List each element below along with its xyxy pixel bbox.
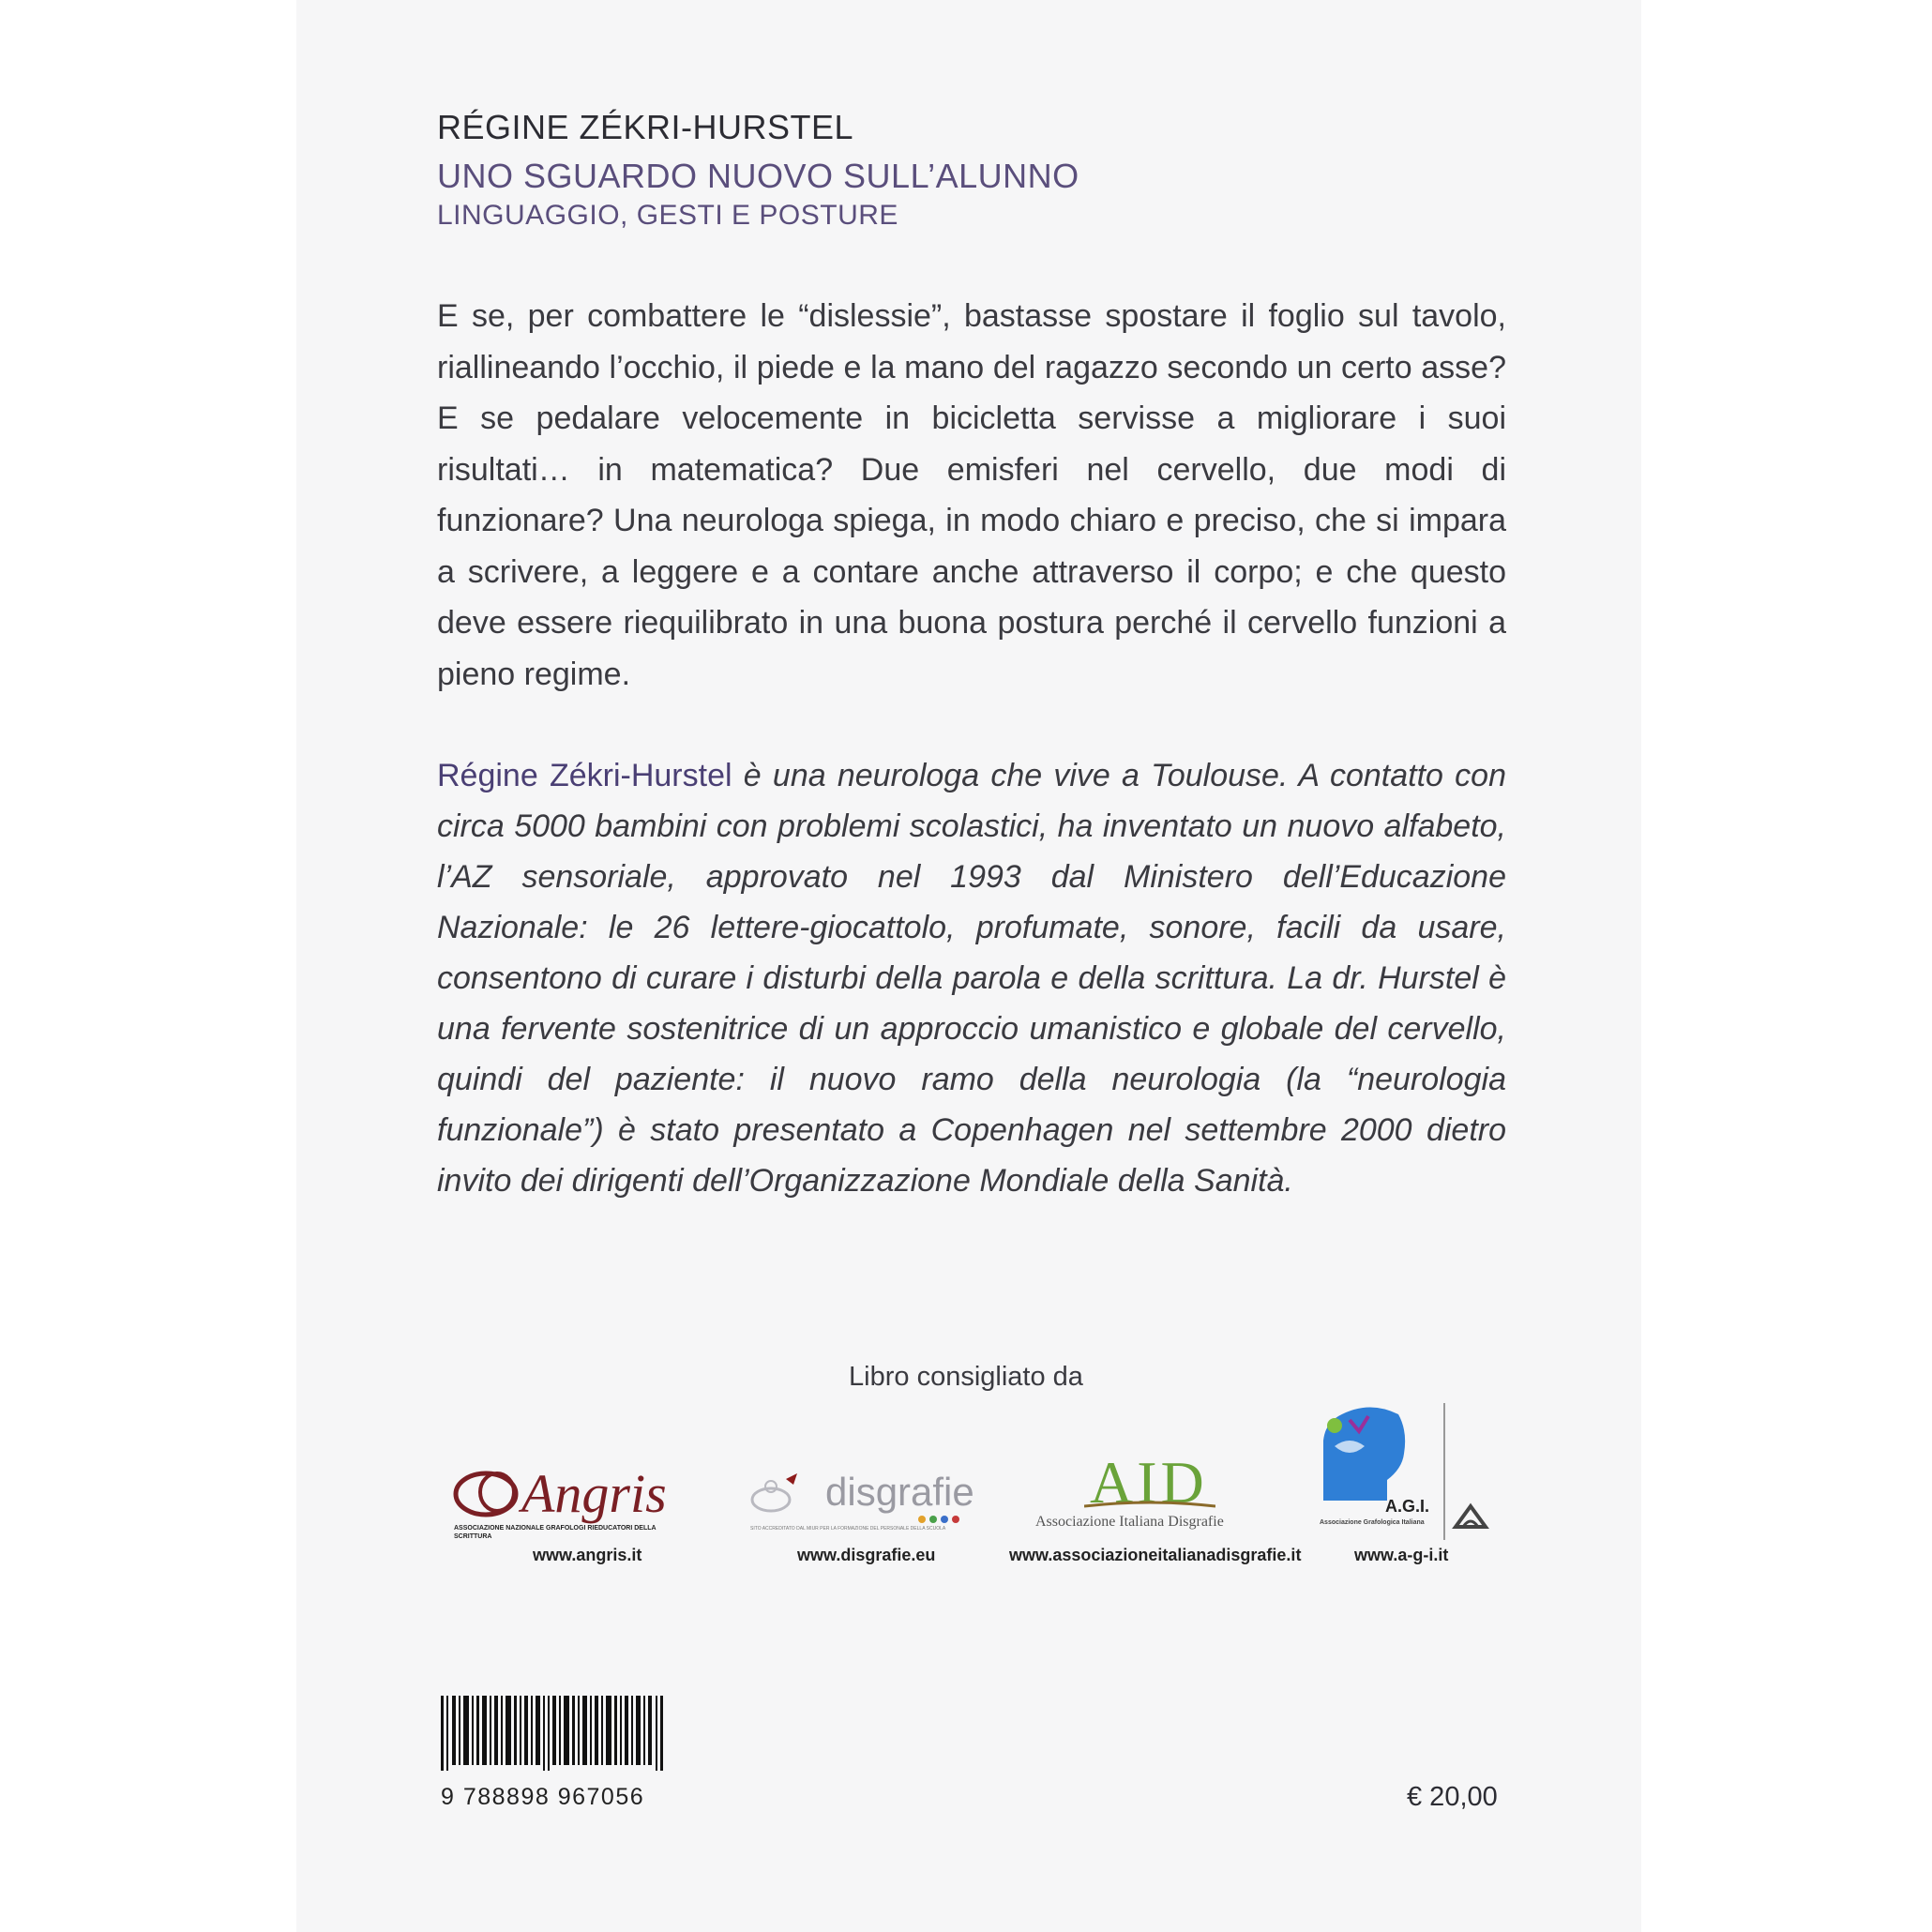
- disgrafie-logo: [750, 1468, 974, 1533]
- recommended-by-label: Libro consigliato da: [849, 1362, 1083, 1392]
- agi-tagline: Associazione Grafologica Italiana: [1320, 1519, 1425, 1526]
- angris-tagline: ASSOCIAZIONE NAZIONALE GRAFOLOGI RIEDUCATORI DELLA SCRITTURA: [454, 1525, 657, 1540]
- barcode-icon: [441, 1696, 664, 1771]
- agi-url: www.a-g-i.it: [1354, 1546, 1449, 1564]
- angris-url: www.angris.it: [533, 1546, 642, 1564]
- aid-url: www.associazioneitalianadisgrafie.it: [1009, 1546, 1302, 1564]
- book-header: [437, 105, 1506, 233]
- disgrafie-url: www.disgrafie.eu: [797, 1546, 936, 1564]
- blurb-paragraph: E se, per combattere le “dislessie”, bastasse spostare il foglio sul tavolo, riallineando l’occhio, il piede e la mano del ragazzo secondo un certo asse? E se pedalare velocemente in bicicletta servisse a migliorare i suoi risultati… in matematica? Due emisferi nel cervello, due modi di funzionare? Una neurologa spiega, in modo chiaro e preciso, che si impara a scrivere, a leggere e a contare anche attraverso il corpo; e che questo deve essere riequilibrato in una buona postura perché il cervello funzioni a pieno regime.: [437, 298, 1506, 692]
- author-name: RÉGINE ZÉKRI-HURSTEL: [437, 108, 854, 146]
- disgrafie-dots-icon: [917, 1515, 962, 1524]
- disgrafie-tagline: SITO ACCREDITATO DAL MIUR PER LA FORMAZIONE DEL PERSONALE DELLA SCUOLA: [750, 1526, 946, 1532]
- agi-head-icon: [1321, 1403, 1425, 1504]
- author-bio: [437, 750, 1506, 1206]
- agi-mark-icon: [1452, 1502, 1489, 1531]
- disgrafie-wordmark: disgrafie: [825, 1470, 974, 1514]
- bio-text: è una neurologa che vive a Toulouse. A contatto con circa 5000 bambini con problemi scolastici, ha inventato un nuovo alfabeto, l’AZ sensoriale, approvato nel 1993 dal Ministero dell’Educazione Nazionale: le 26 lettere-giocattolo, profumate, sonore, facili da usare, consentono di curare i disturbi della parola e della scrittura. La dr. Hurstel è una fervente sostenitrice di un approccio umanistico e globale del cervello, quindi del paziente: il nuovo ramo della neurologia (la “neurologia funzionale”) è stato presentato a Copenhagen nel settembre 2000 dietro invito dei dirigenti dell’Organizzazione Mondiale della Sanità.: [437, 758, 1507, 1199]
- agi-logo: [1318, 1399, 1491, 1540]
- book-title: UNO SGUARDO NUOVO SULL’ALUNNO: [437, 157, 1079, 195]
- isbn-number: 9 788898 967056: [441, 1784, 645, 1810]
- bio-author-name: Régine Zékri-Hurstel: [437, 758, 732, 793]
- agi-wordmark: A.G.I.: [1385, 1497, 1430, 1516]
- agi-divider: [1443, 1403, 1445, 1540]
- angris-logo: [448, 1449, 702, 1543]
- disgrafie-bird-icon: [750, 1472, 807, 1518]
- book-subtitle: LINGUAGGIO, GESTI E POSTURE: [437, 200, 898, 231]
- aid-tagline: Associazione Italiana Disgrafie: [1035, 1514, 1224, 1530]
- price-label: € 20,00: [1407, 1782, 1498, 1812]
- angris-wordmark: Angris: [521, 1463, 667, 1524]
- aid-underline-icon: [1084, 1501, 1215, 1510]
- aid-logo: [1032, 1449, 1266, 1536]
- aid-wordmark: AID: [1090, 1449, 1208, 1516]
